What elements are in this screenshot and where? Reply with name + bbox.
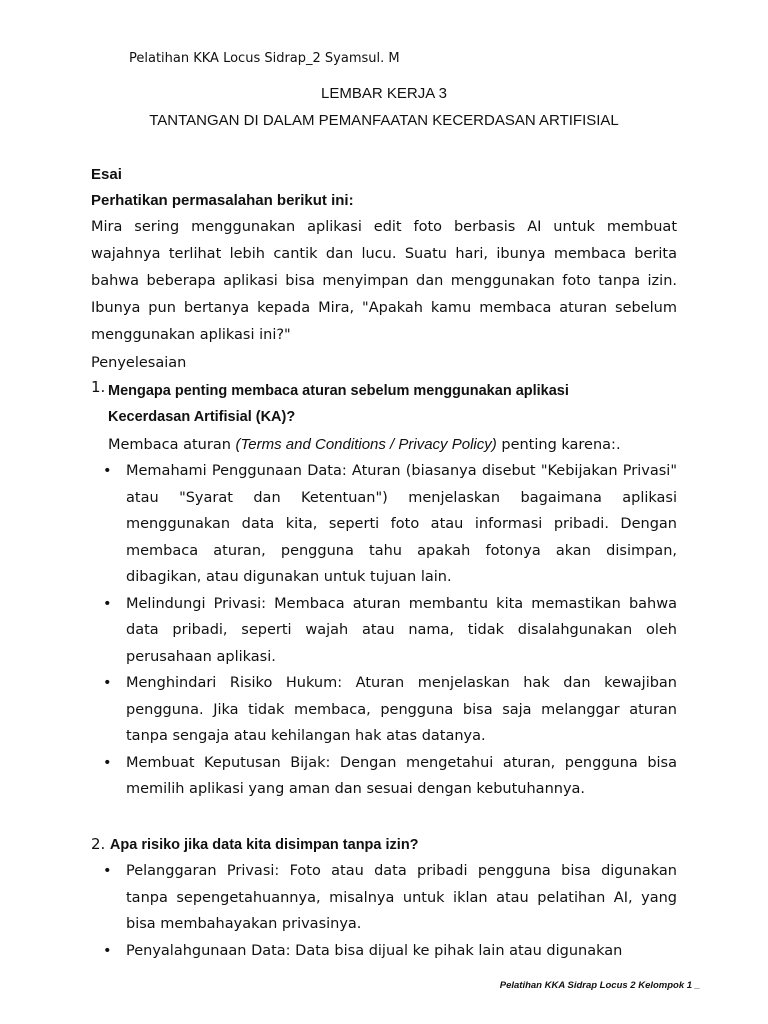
question-2-bullet-list bbox=[103, 858, 677, 964]
lead-italic-text: (Terms and Conditions / Privacy Policy) bbox=[235, 436, 497, 453]
question-1-text: Mengapa penting membaca aturan sebelum menggunakan aplikasi bbox=[108, 383, 569, 399]
lead-text: Membaca aturan bbox=[108, 437, 236, 453]
bullet-icon: • bbox=[103, 863, 112, 879]
question-1-bullet-list bbox=[103, 458, 677, 803]
section-label: Esai bbox=[91, 166, 122, 183]
question-2-text: Apa risiko jika data kita disimpan tanpa izin? bbox=[109, 837, 419, 853]
list-item bbox=[103, 670, 677, 750]
bullet-icon: • bbox=[103, 675, 112, 691]
question-1-lead bbox=[108, 431, 621, 459]
list-item-text: Memahami Penggunaan Data: Aturan (biasanya disebut "Kebijakan Privasi" atau "Syarat dan Ketentuan") menjelaskan bagaimana aplikasi menggunakan data kita, seperti foto atau informasi pribadi. Dengan membaca aturan, pengguna tahu apakah fotonya akan disimpan, dibagikan, atau digunakan untuk tujuan lain. bbox=[126, 463, 677, 585]
list-item-text: Menghindari Risiko Hukum: Aturan menjelaskan hak dan kewajiban pengguna. Jika tidak membaca, pengguna bisa saja melanggar aturan tanpa sengaja atau kehilangan hak atas datanya. bbox=[126, 675, 677, 744]
list-item bbox=[103, 750, 677, 803]
list-item-text: Membuat Keputusan Bijak: Dengan mengetahui aturan, pengguna bisa memilih aplikasi yang aman dan sesuai dengan kebutuhannya. bbox=[126, 754, 677, 797]
lead-text-end: penting karena:. bbox=[496, 437, 621, 453]
list-item bbox=[103, 858, 677, 938]
bullet-icon: • bbox=[103, 754, 112, 771]
worksheet-subtitle: TANTANGAN DI DALAM PEMANFAATAN KECERDASAN ARTIFISIAL bbox=[149, 112, 619, 129]
page-header: Pelatihan KKA Locus Sidrap_2 Syamsul. M bbox=[129, 51, 400, 66]
question-1-number: 1. bbox=[91, 378, 106, 396]
worksheet-title: LEMBAR KERJA 3 bbox=[321, 85, 447, 102]
question-1-text-continued: Kecerdasan Artifisial (KA)? bbox=[108, 409, 296, 425]
list-item-text: Melindungi Privasi: Membaca aturan membantu kita memastikan bahwa data pribadi, seperti wajah atau nama, tidak disalahgunakan oleh perusahaan aplikasi. bbox=[126, 595, 677, 665]
section-prompt: Perhatikan permasalahan berikut ini: bbox=[91, 192, 354, 209]
bullet-icon: • bbox=[103, 463, 112, 479]
bullet-icon: • bbox=[103, 942, 112, 959]
list-item-text: Pelanggaran Privasi: Foto atau data pribadi pengguna bisa digunakan tanpa sepengetahuannya, misalnya untuk iklan atau pelatihan AI, yang bisa membahayakan privasinya. bbox=[126, 863, 677, 932]
list-item bbox=[103, 938, 677, 965]
page-footer: Pelatihan KKA Sidrap Locus 2 Kelompok 1 _ bbox=[499, 980, 700, 991]
penyelesaian-label: Penyelesaian bbox=[91, 355, 187, 371]
list-item bbox=[103, 458, 677, 591]
bullet-icon: • bbox=[103, 595, 112, 612]
list-item-text: Penyalahgunaan Data: Data bisa dijual ke pihak lain atau digunakan bbox=[126, 942, 623, 959]
question-2 bbox=[91, 831, 419, 859]
intro-paragraph: Mira sering menggunakan aplikasi edit foto berbasis AI untuk membuat wajahnya terlihat lebih cantik dan lucu. Suatu hari, ibunya membaca berita bahwa beberapa aplikasi bisa menyimpan dan menggunakan foto tanpa izin. Ibunya pun bertanya kepada Mira, "Apakah kamu membaca aturan sebelum menggunakan aplikasi ini?" bbox=[91, 219, 677, 343]
question-2-number: 2. bbox=[91, 835, 106, 853]
question-1 bbox=[91, 377, 677, 399]
list-item bbox=[103, 591, 677, 671]
